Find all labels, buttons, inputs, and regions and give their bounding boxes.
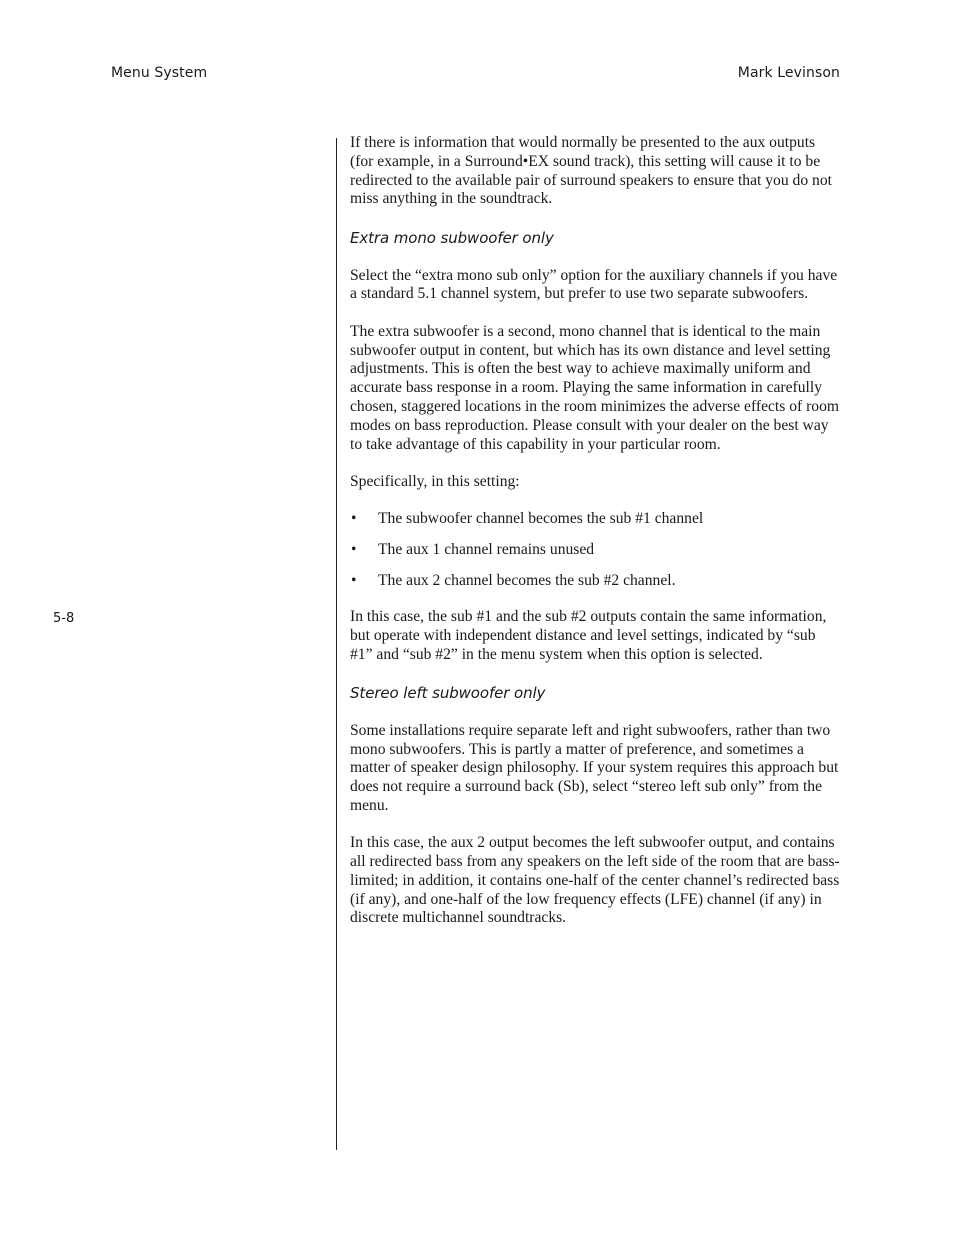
paragraph: The extra subwoofer is a second, mono channel that is identical to the main subwoofer output in content, but which has its own distance and level setting adjustments. This is often the best way to achieve maximally uniform and accurate bass response in a room. Playing the same information in carefully chosen, staggered locations in the room minimizes the adverse effects of room modes on bass reproduction. Please consult with your dealer on the best way to take advantage of this capability in your particular room. (350, 322, 840, 453)
page-number: 5-8 (53, 611, 75, 626)
paragraph: In this case, the aux 2 output becomes the left subwoofer output, and contains all redirected bass from any speakers on the left side of the room that are bass-limited; in addition, it contains one-half of the center channel’s redirected bass (if any), and one-half of the low frequency effects (LFE) channel (if any) in discrete multichannel soundtracks. (350, 834, 840, 927)
bullet-glyph: • (351, 572, 357, 590)
section-heading-extra-mono: Extra mono subwoofer only (350, 228, 554, 247)
list-item (350, 510, 840, 529)
list-item-text: The aux 1 channel remains unused (378, 541, 595, 559)
running-header-section: Menu System (111, 65, 208, 81)
list-item-text: The subwoofer channel becomes the sub #1 channel (378, 510, 704, 528)
section-heading-stereo-left: Stereo left subwoofer only (350, 683, 546, 702)
bullet-glyph: • (351, 541, 357, 559)
list-item-text: The aux 2 channel becomes the sub #2 channel. (378, 572, 676, 590)
paragraph: Select the “extra mono sub only” option for the auxiliary channels if you have a standard 5.1 channel system, but prefer to use two separate subwoofers. (350, 266, 838, 303)
margin-rule (336, 138, 337, 1150)
list-item (350, 541, 840, 560)
paragraph: Specifically, in this setting: (350, 472, 520, 490)
paragraph: In this case, the sub #1 and the sub #2 outputs contain the same information, but operate with independent distance and level settings, indicated by “sub #1” and “sub #2” in the menu system when this option is selected. (350, 607, 827, 663)
body-column (350, 134, 840, 947)
paragraph: Some installations require separate left and right subwoofers, rather than two mono subwoofers. This is partly a matter of preference, and sometimes a matter of speaker design philosophy. If your system requires this approach but does not require a surround back (Sb), select “stereo left sub only” from the menu. (350, 721, 839, 814)
bullet-list (350, 510, 840, 591)
bullet-glyph: • (351, 510, 357, 528)
list-item (350, 572, 840, 591)
intro-paragraph: If there is information that would normally be presented to the aux outputs (for example, in a Surround•EX sound track), this setting will cause it to be redirected to the available pair of surround speakers to ensure that you do not miss anything in the soundtrack. (350, 134, 832, 208)
running-header-brand: Mark Levinson (737, 65, 840, 81)
